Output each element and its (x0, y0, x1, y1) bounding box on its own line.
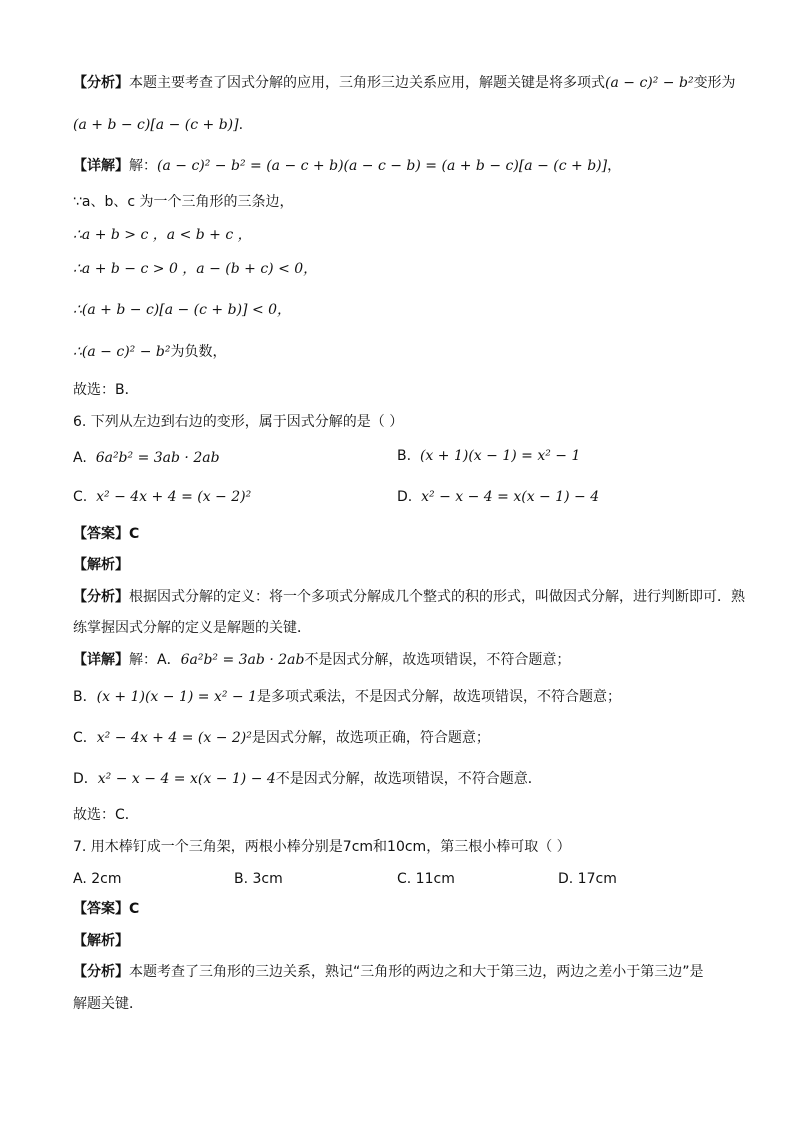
math-expression: (a + b − c)[a − (c + b)] (73, 117, 239, 133)
detail-lead: B． (73, 689, 97, 705)
q5-step3: ∴a + b − c > 0 ，a − (b + c) < 0， (73, 261, 318, 277)
math-expression: (a − c)² − b² (605, 75, 694, 91)
option-label: B. (397, 448, 412, 464)
detail-text: 不是因式分解，故选项错误，不符合题意； (304, 652, 571, 668)
q6-detail-a (73, 651, 570, 669)
detail-tag: 【详解】 (73, 652, 129, 668)
q6-analysis-line1 (73, 588, 745, 606)
q7-answer: 【答案】C (73, 901, 140, 917)
detail-tag: 【详解】 (73, 158, 129, 174)
q5-choice: 故选：B． (73, 382, 139, 398)
q5-analysis-line1 (73, 74, 736, 92)
q5-step4: ∴(a + b − c)[a − (c + b)] < 0， (73, 302, 292, 318)
q5-analysis-line2 (73, 116, 243, 134)
q5-step1: ∵a、b、c 为一个三角形的三条边， (73, 194, 294, 210)
q6-choice: 故选：C． (73, 807, 139, 823)
detail-lead: 解：A． (129, 652, 181, 668)
detail-lead: D． (73, 771, 98, 787)
option-expression: x² − 4x + 4 = (x − 2)² (96, 489, 252, 505)
q6-jiexi: 【解析】 (73, 557, 129, 573)
q5-step5 (73, 343, 226, 361)
q6-option-c[interactable] (73, 488, 251, 506)
punctuation: . (238, 117, 244, 133)
q7-jiexi: 【解析】 (73, 933, 129, 949)
q6-analysis-line2: 练掌握因式分解的定义是解题的关键． (73, 620, 311, 636)
analysis-text: 根据因式分解的定义：将一个多项式分解成几个整式的积的形式，叫做因式分解，进行判断即可．熟 (129, 589, 745, 605)
analysis-text: 本题考查了三角形的三边关系，熟记“三角形的两边之和大于第三边，两边之差小于第三边”是 (129, 964, 704, 980)
q6-answer: 【答案】C (73, 526, 140, 542)
q6-option-d[interactable] (397, 488, 599, 506)
step-text: 为负数， (170, 344, 227, 360)
detail-text: 是多项式乘法，不是因式分解，故选项错误，不符合题意； (257, 689, 622, 705)
math-expression: (x + 1)(x − 1) = x² − 1 (96, 689, 258, 705)
q7-stem: 7. 用木棒钉成一个三角架，两根小棒分别是7cm和10cm，第三根小棒可取（ ） (73, 839, 571, 855)
detail-text: 是因式分解，故选项正确，符合题意； (251, 730, 490, 746)
option-expression: 6a²b² = 3ab · 2ab (95, 450, 220, 466)
math-expression: 6a²b² = 3ab · 2ab (180, 652, 305, 668)
detail-lead: 解： (129, 158, 157, 174)
q7-option-b[interactable]: B. 3cm (234, 871, 283, 887)
q7-option-d[interactable]: D. 17cm (558, 871, 617, 887)
q5-step2: ∴a + b > c ，a < b + c ， (73, 227, 252, 243)
option-expression: x² − x − 4 = x(x − 1) − 4 (421, 489, 600, 505)
q5-detail-line (73, 157, 621, 175)
math-expression: ∴(a − c)² − b² (73, 344, 171, 360)
detail-lead: C． (73, 730, 97, 746)
option-label: A. (73, 450, 87, 466)
punctuation: ， (607, 158, 622, 174)
option-label: C. (73, 489, 88, 505)
q7-option-c[interactable]: C. 11cm (397, 871, 455, 887)
math-expression: (a − c)² − b² = (a − c + b)(a − c − b) = (a + b − c)[a − (c + b)] (157, 158, 608, 174)
q7-option-a[interactable]: A. 2cm (73, 871, 122, 887)
analysis-tag: 【分析】 (73, 964, 129, 980)
q6-stem: 6. 下列从左边到右边的变形，属于因式分解的是（ ） (73, 414, 404, 430)
q6-detail-c (73, 729, 490, 747)
q6-option-b[interactable] (397, 447, 580, 465)
option-expression: (x + 1)(x − 1) = x² − 1 (419, 448, 581, 464)
analysis-text: 变形为 (693, 75, 736, 91)
math-expression: x² − 4x + 4 = (x − 2)² (96, 730, 252, 746)
analysis-tag: 【分析】 (73, 75, 129, 91)
option-label: D. (397, 489, 413, 505)
math-expression: x² − x − 4 = x(x − 1) − 4 (97, 771, 276, 787)
q6-detail-d (73, 770, 542, 788)
q7-analysis-line1 (73, 963, 704, 981)
detail-text: 不是因式分解，故选项错误，不符合题意． (275, 771, 542, 787)
q6-option-a[interactable] (73, 449, 220, 467)
analysis-tag: 【分析】 (73, 589, 129, 605)
q6-detail-b (73, 688, 621, 706)
analysis-text: 本题主要考查了因式分解的应用，三角形三边关系应用，解题关键是将多项式 (129, 75, 605, 91)
q7-analysis-line2: 解题关键． (73, 996, 143, 1012)
